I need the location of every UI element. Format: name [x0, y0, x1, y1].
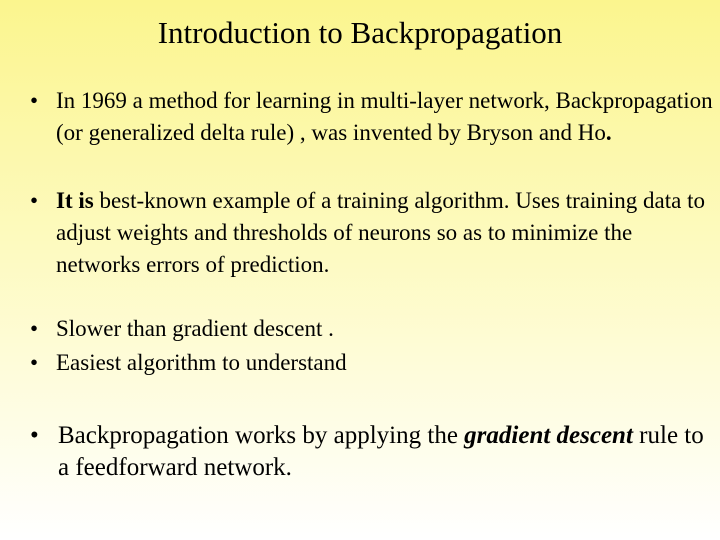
bullet-icon: •	[30, 422, 39, 449]
bullet-text-end: .	[605, 120, 612, 145]
bullet-icon: •	[30, 350, 39, 375]
bullet-text-emphasis: gradient descent	[464, 422, 633, 449]
bullet-text-1	[56, 85, 714, 149]
bullet-text-after: rule to a feedforward network.	[58, 422, 704, 481]
bullet-text-before: Backpropagation works by applying the	[58, 422, 465, 449]
bullet-item-3	[30, 313, 714, 345]
bullet-text-2	[56, 185, 714, 281]
bullet-text-main: In 1969 a method for learning in multi-layer network, Backpropagation (or generalized delta rule) , was invented by Bryson and Ho	[56, 88, 713, 145]
bullet-item-2	[30, 185, 714, 281]
bullet-text-4: Easiest algorithm to understand	[56, 350, 347, 375]
bullet-item-4	[30, 347, 714, 379]
bullet-icon: •	[30, 188, 39, 213]
bullet-icon: •	[30, 88, 39, 113]
bullet-item-5	[30, 420, 714, 484]
bullet-text-3: Slower than gradient descent .	[56, 316, 334, 341]
bullet-text-lead: It is	[56, 188, 94, 213]
bullet-text-main: best-known example of a training algorithm. Uses training data to adjust weights and thresholds of neurons so as to minimize the networks errors of prediction.	[56, 188, 705, 277]
bullet-icon: •	[30, 316, 39, 341]
bullet-item-1	[30, 85, 714, 149]
bullet-text-5	[58, 420, 714, 484]
slide-title: Introduction to Backpropagation	[157, 15, 563, 50]
